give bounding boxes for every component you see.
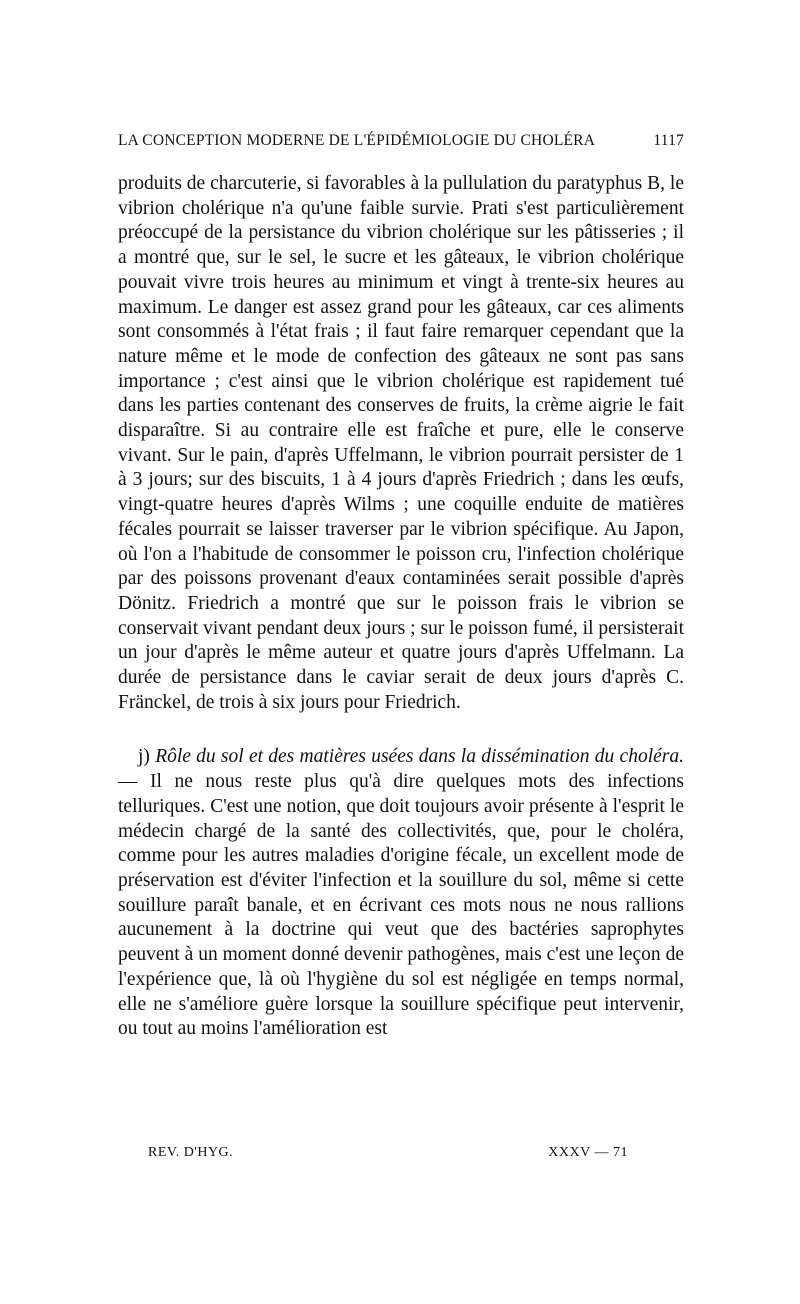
- page-body: [118, 172, 684, 1042]
- page-number: 1117: [653, 132, 684, 149]
- running-title: LA CONCEPTION MODERNE DE L'ÉPIDÉMIOLOGIE DU CHOLÉRA: [118, 132, 596, 149]
- running-header: [118, 132, 684, 150]
- sheet-signature: XXXV — 71: [548, 1145, 628, 1160]
- page-footer: [148, 1145, 628, 1161]
- section-heading: Rôle du sol et des matières usées dans la dissémination du choléra.: [155, 746, 685, 768]
- paragraph-2: [118, 745, 684, 1041]
- journal-abbreviation: REV. D'HYG.: [148, 1145, 234, 1160]
- section-label: j): [138, 746, 150, 768]
- paragraph-2-text: — Il ne nous reste plus qu'à dire quelques mots des infections telluriques. C'est une notion, que doit toujours avoir présente à l'esprit le médecin chargé de la santé des collectivités, que, pour le choléra, comme pour les autres maladies d'origine fécale, un excellent mode de préservation est d'éviter l'infection et la souillure du sol, même si cette souillure paraît banale, et en écrivant ces mots nous ne nous rallions aucunement à la doctrine qui veut que des bactéries saprophytes peuvent à un moment donné devenir pathogènes, mais c'est une leçon de l'expérience que, là où l'hygiène du sol est négligée en temps normal, elle ne s'améliore guère lorsque la souillure spécifique peut intervenir, ou tout au moins l'amélioration est: [118, 771, 684, 1040]
- paragraph-1: produits de charcuterie, si favorables à la pullulation du paratyphus B, le vibrion cholérique n'a qu'une faible survie. Prati s'est particulièrement préoccupé de la persistance du vibrion cholérique sur les pâtisseries ; il a montré que, sur le sel, le sucre et les gâteaux, le vibrion cholérique pouvait vivre trois heures au minimum et vingt à trente-six heures au maximum. Le danger est assez grand pour les gâteaux, car ces aliments sont consommés à l'état frais ; il faut faire remarquer cependant que la nature même et le mode de confection des gâteaux ne sont pas sans importance ; c'est ainsi que le vibrion cholérique est rapidement tué dans les parties contenant des conserves de fruits, la crème aigrie le fait disparaître. Si au contraire elle est fraîche et pure, elle le conserve vivant. Sur le pain, d'après Uffelmann, le vibrion pourrait persister de 1 à 3 jours; sur des biscuits, 1 à 4 jours d'après Friedrich ; dans les œufs, vingt-quatre heures d'après Wilms ; une coquille enduite de matières fécales pourrait se laisser traverser par le vibrion spécifique. Au Japon, où l'on a l'habitude de consommer le poisson cru, l'infection cholérique par des poissons provenant d'eaux contaminées serait possible d'après Dönitz. Friedrich a montré que sur le poisson frais le vibrion se conservait vivant pendant deux jours ; sur le poisson fumé, il persisterait un jour d'après le même auteur et quatre jours d'après Uffelmann. La durée de persistance dans le caviar serait de deux jours d'après C. Fränckel, de trois à six jours pour Friedrich.: [118, 173, 684, 713]
